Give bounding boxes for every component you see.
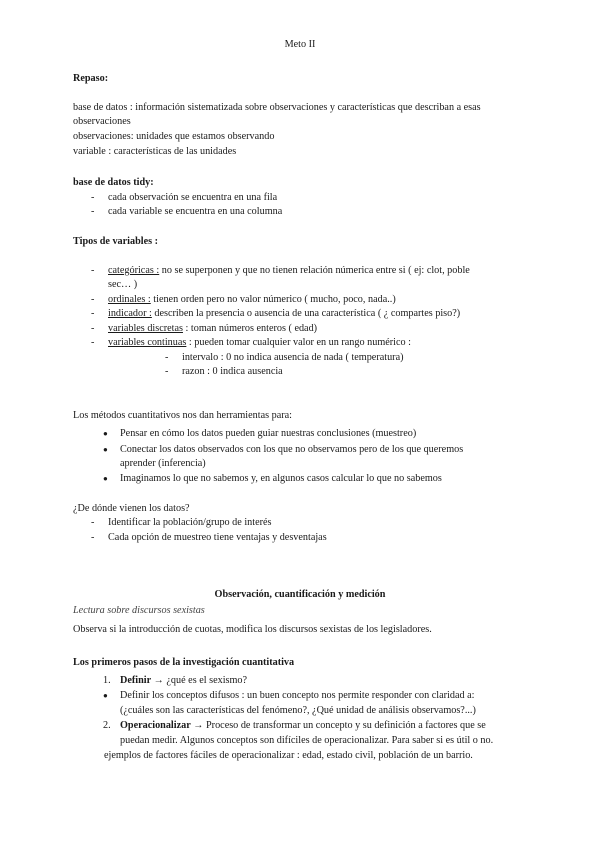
variable-type-indicador — [108, 307, 460, 322]
datos-item: - Cada opción de muestreo tiene ventajas y desventajas — [108, 531, 327, 546]
arrow-icon: → — [193, 720, 204, 731]
operacionalizar-text-cont: puedan medir. Algunos conceptos son difíciles de operacionalizar. Para saber si es útil o no. — [120, 735, 494, 746]
desc-ordinales: tienen orden pero no valor númerico ( mucho, poco, nada..) — [150, 294, 396, 305]
variable-type-categoricas — [108, 264, 470, 279]
observaciones-definition: observaciones: unidades que estamos observando — [73, 131, 275, 142]
term-categoricas: categóricas : — [108, 265, 160, 276]
term-discretas: variables discretas — [108, 323, 183, 334]
metodos-item: ● Conectar los datos observados con los que no observamos pero de los que queremos — [120, 443, 463, 458]
metodos-item: ● Imaginamos lo que no sabemos y, en algunos casos calcular lo que no sabemos — [120, 472, 442, 487]
definir-bullet: ● Definir los conceptos difusos : un buen concepto nos permite responder con claridad a: — [120, 689, 474, 704]
datos-item: - Identificar la población/grupo de interés — [108, 516, 272, 531]
arrow-icon: → — [153, 675, 164, 686]
variable-definition: variable : características de las unidades — [73, 146, 237, 157]
metodos-item: ● Pensar en cómo los datos pueden guiar nuestras conclusiones (muestreo) — [120, 427, 416, 442]
paso-operacionalizar — [103, 719, 486, 734]
repaso-heading: Repaso: — [73, 73, 109, 84]
desc-indicador: describen la presencia o ausencia de una característica ( ¿ compartes piso?) — [151, 308, 461, 319]
observacion-subheading: Lectura sobre discursos sexistas — [73, 605, 205, 616]
operacionalizar-text: Proceso de transformar un concepto y su definición a factores que se — [203, 720, 486, 731]
tidy-item: - cada variable se encuentra en una columna — [108, 205, 282, 220]
operacionalizar-term: Operacionalizar — [120, 720, 191, 731]
continuas-sub-item: - intervalo : 0 no indica ausencia de nada ( temperatura) — [182, 351, 403, 366]
term-continuas: variables continuas — [108, 337, 187, 348]
paso-number: 1. — [103, 675, 111, 686]
continuas-sub-item: - razon : 0 indica ausencia — [182, 365, 283, 380]
desc-continuas: : pueden tomar cualquier valor en un rango numérico : — [186, 337, 411, 348]
page-header-title: Meto II — [284, 39, 316, 50]
variable-type-discretas — [108, 322, 317, 337]
variable-type-continuas — [108, 336, 411, 351]
paso-definir — [103, 674, 248, 689]
definir-term: Definir — [120, 675, 152, 686]
categoricas-cont: sec… ) — [108, 279, 138, 290]
metodos-item-cont: aprender (inferencia) — [120, 458, 206, 469]
tidy-item: - cada observación se encuentra en una fila — [108, 191, 277, 206]
term-indicador: indicador : — [108, 308, 152, 319]
term-ordinales: ordinales : — [108, 294, 151, 305]
observacion-text: Observa si la introducción de cuotas, modifica los discursos sexistas de los legisladores. — [73, 624, 432, 635]
tipos-heading: Tipos de variables : — [73, 236, 159, 247]
pasos-heading: Los primeros pasos de la investigación cuantitativa — [73, 657, 295, 668]
paso-number: 2. — [103, 720, 111, 731]
desc-discretas: : toman números enteros ( edad) — [182, 323, 318, 334]
observacion-heading: Observación, cuantificación y medición — [214, 589, 386, 600]
definir-text: ¿qué es el sexismo? — [163, 675, 248, 686]
desc-categoricas: no se superponen y que no tienen relación númerica entre si ( ej: clot, poble — [159, 265, 470, 276]
base-de-datos-definition-cont: observaciones — [73, 116, 131, 127]
tidy-heading: base de datos tidy: — [73, 177, 154, 188]
definir-bullet-cont: (¿cuáles son las características del fenómeno?, ¿Qué unidad de análisis observamos?...) — [120, 705, 476, 716]
base-de-datos-definition: base de datos : información sistematizada sobre observaciones y características que describan a esas — [73, 102, 481, 113]
variable-type-ordinales — [108, 293, 396, 308]
metodos-intro: Los métodos cuantitativos nos dan herramientas para: — [73, 410, 292, 421]
datos-question: ¿De dónde vienen los datos? — [73, 503, 190, 514]
ejemplos-text: ejemplos de factores fáciles de operacionalizar : edad, estado civil, población de un barrio. — [104, 750, 473, 761]
